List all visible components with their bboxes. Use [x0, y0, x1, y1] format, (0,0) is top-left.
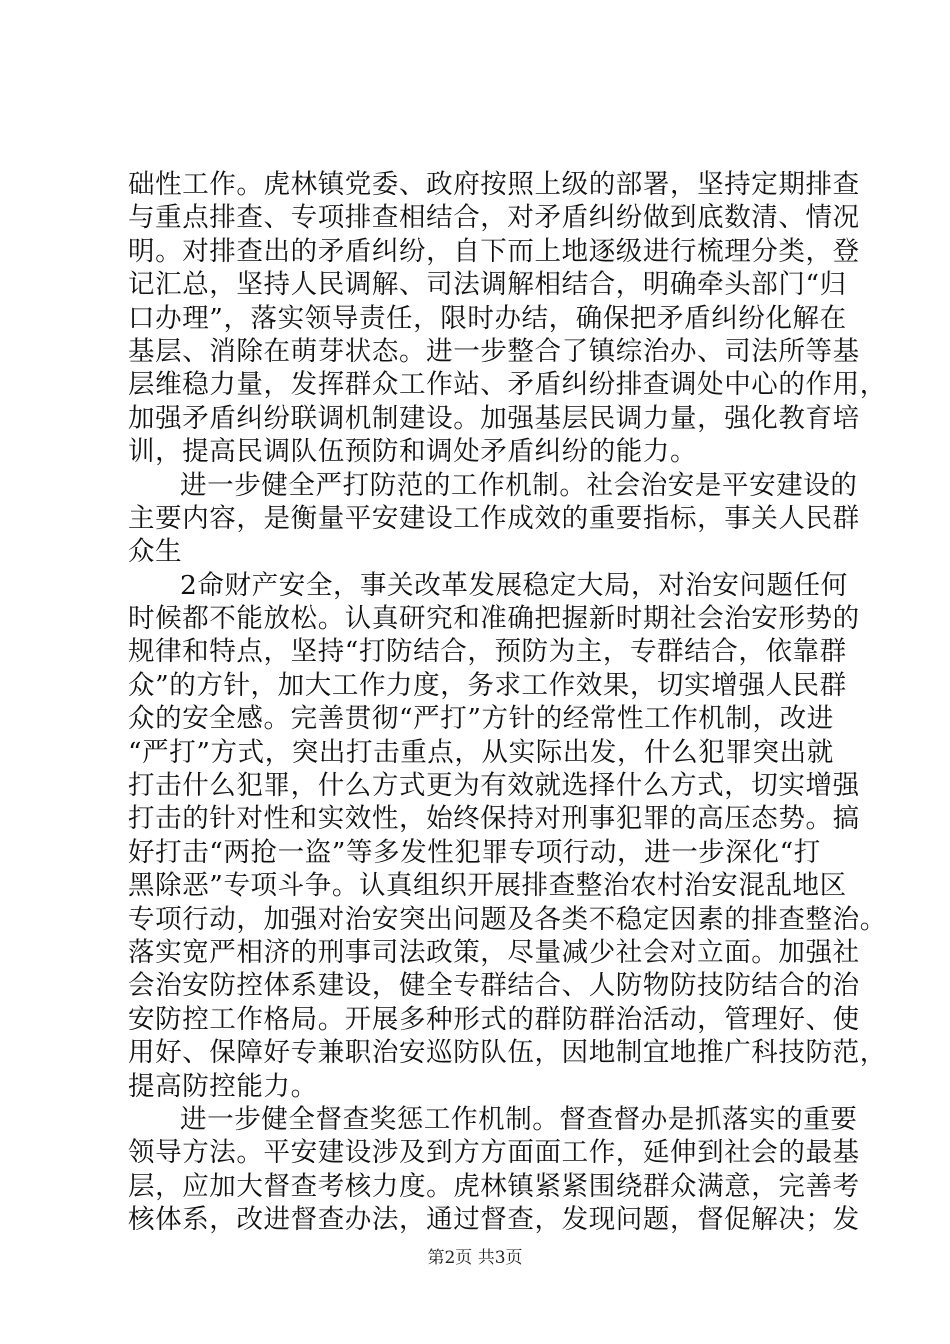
- text-line: 口办理”，落实领导责任，限时办结，确保把矛盾纠纷化解在: [128, 302, 847, 334]
- text-line: 层，应加大督查考核力度。虎林镇紧紧围绕群众满意，完善考: [128, 1170, 860, 1202]
- text-line: 时候都不能放松。认真研究和准确把握新时期社会治安形势的: [128, 603, 860, 635]
- page-number-label: 第2页 共3页: [427, 1248, 523, 1268]
- text-line: 领导方法。平安建设涉及到方方面面工作，延伸到社会的最基: [128, 1137, 860, 1169]
- text-line: 落实宽严相济的刑事司法政策，尽量减少社会对立面。加强社: [128, 936, 860, 968]
- text-line: 会治安防控体系建设，健全专群结合、人防物防技防结合的治: [128, 970, 860, 1002]
- page-footer: [0, 1247, 950, 1269]
- text-line: 记汇总，坚持人民调解、司法调解相结合，明确牵头部门“归: [128, 269, 847, 301]
- text-line: 层维稳力量，发挥群众工作站、矛盾纠纷排查调处中心的作用，: [128, 369, 887, 401]
- text-line: 规律和特点，坚持“打防结合，预防为主，专群结合，依靠群: [128, 636, 847, 668]
- text-line: 与重点排查、专项排查相结合，对矛盾纠纷做到底数清、情况: [128, 202, 860, 234]
- text-line: 提高防控能力。: [128, 1070, 318, 1102]
- document-body: [128, 168, 887, 1237]
- text-line: 主要内容，是衡量平安建设工作成效的重要指标，事关人民群: [128, 502, 860, 534]
- text-line: 进一步健全督查奖惩工作机制。督查督办是抓落实的重要: [180, 1103, 858, 1135]
- text-line: 明。对排查出的矛盾纠纷，自下而上地逐级进行梳理分类，登: [128, 235, 860, 267]
- text-line: “严打”方式，突出打击重点，从实际出发，什么犯罪突出就: [128, 736, 834, 768]
- text-line: 训，提高民调队伍预防和调处矛盾纠纷的能力。: [128, 436, 698, 468]
- text-line: 基层、消除在萌芽状态。进一步整合了镇综治办、司法所等基: [128, 335, 860, 367]
- text-line: 好打击“两抢一盗”等多发性犯罪专项行动，进一步深化“打: [128, 836, 821, 868]
- text-line: 众生: [128, 536, 183, 568]
- text-line: 专项行动，加强对治安突出问题及各类不稳定因素的排查整治。: [128, 903, 887, 935]
- text-line: 础性工作。虎林镇党委、政府按照上级的部署，坚持定期排查: [128, 169, 860, 200]
- text-line: 安防控工作格局。开展多种形式的群防群治活动，管理好、使: [128, 1003, 860, 1035]
- text-line: 2命财产安全，事关改革发展稳定大局，对治安问题任何: [180, 569, 848, 601]
- text-line: 打击的针对性和实效性，始终保持对刑事犯罪的高压态势。搞: [128, 803, 860, 835]
- text-line: 加强矛盾纠纷联调机制建设。加强基层民调力量，强化教育培: [128, 402, 860, 434]
- text-line: 用好、保障好专兼职治安巡防队伍，因地制宜地推广科技防范，: [128, 1037, 887, 1069]
- text-line: 众的安全感。完善贯彻“严打”方针的经常性工作机制，改进: [128, 703, 834, 735]
- text-line: 进一步健全严打防范的工作机制。社会治安是平安建设的: [180, 469, 858, 501]
- text-line: 核体系，改进督查办法，通过督查，发现问题，督促解决；发: [128, 1204, 860, 1236]
- text-line: 黑除恶”专项斗争。认真组织开展排查整治农村治安混乱地区: [128, 870, 847, 902]
- text-line: 打击什么犯罪，什么方式更为有效就选择什么方式，切实增强: [128, 770, 860, 802]
- text-line: 众”的方针，加大工作力度，务求工作效果，切实增强人民群: [128, 669, 847, 701]
